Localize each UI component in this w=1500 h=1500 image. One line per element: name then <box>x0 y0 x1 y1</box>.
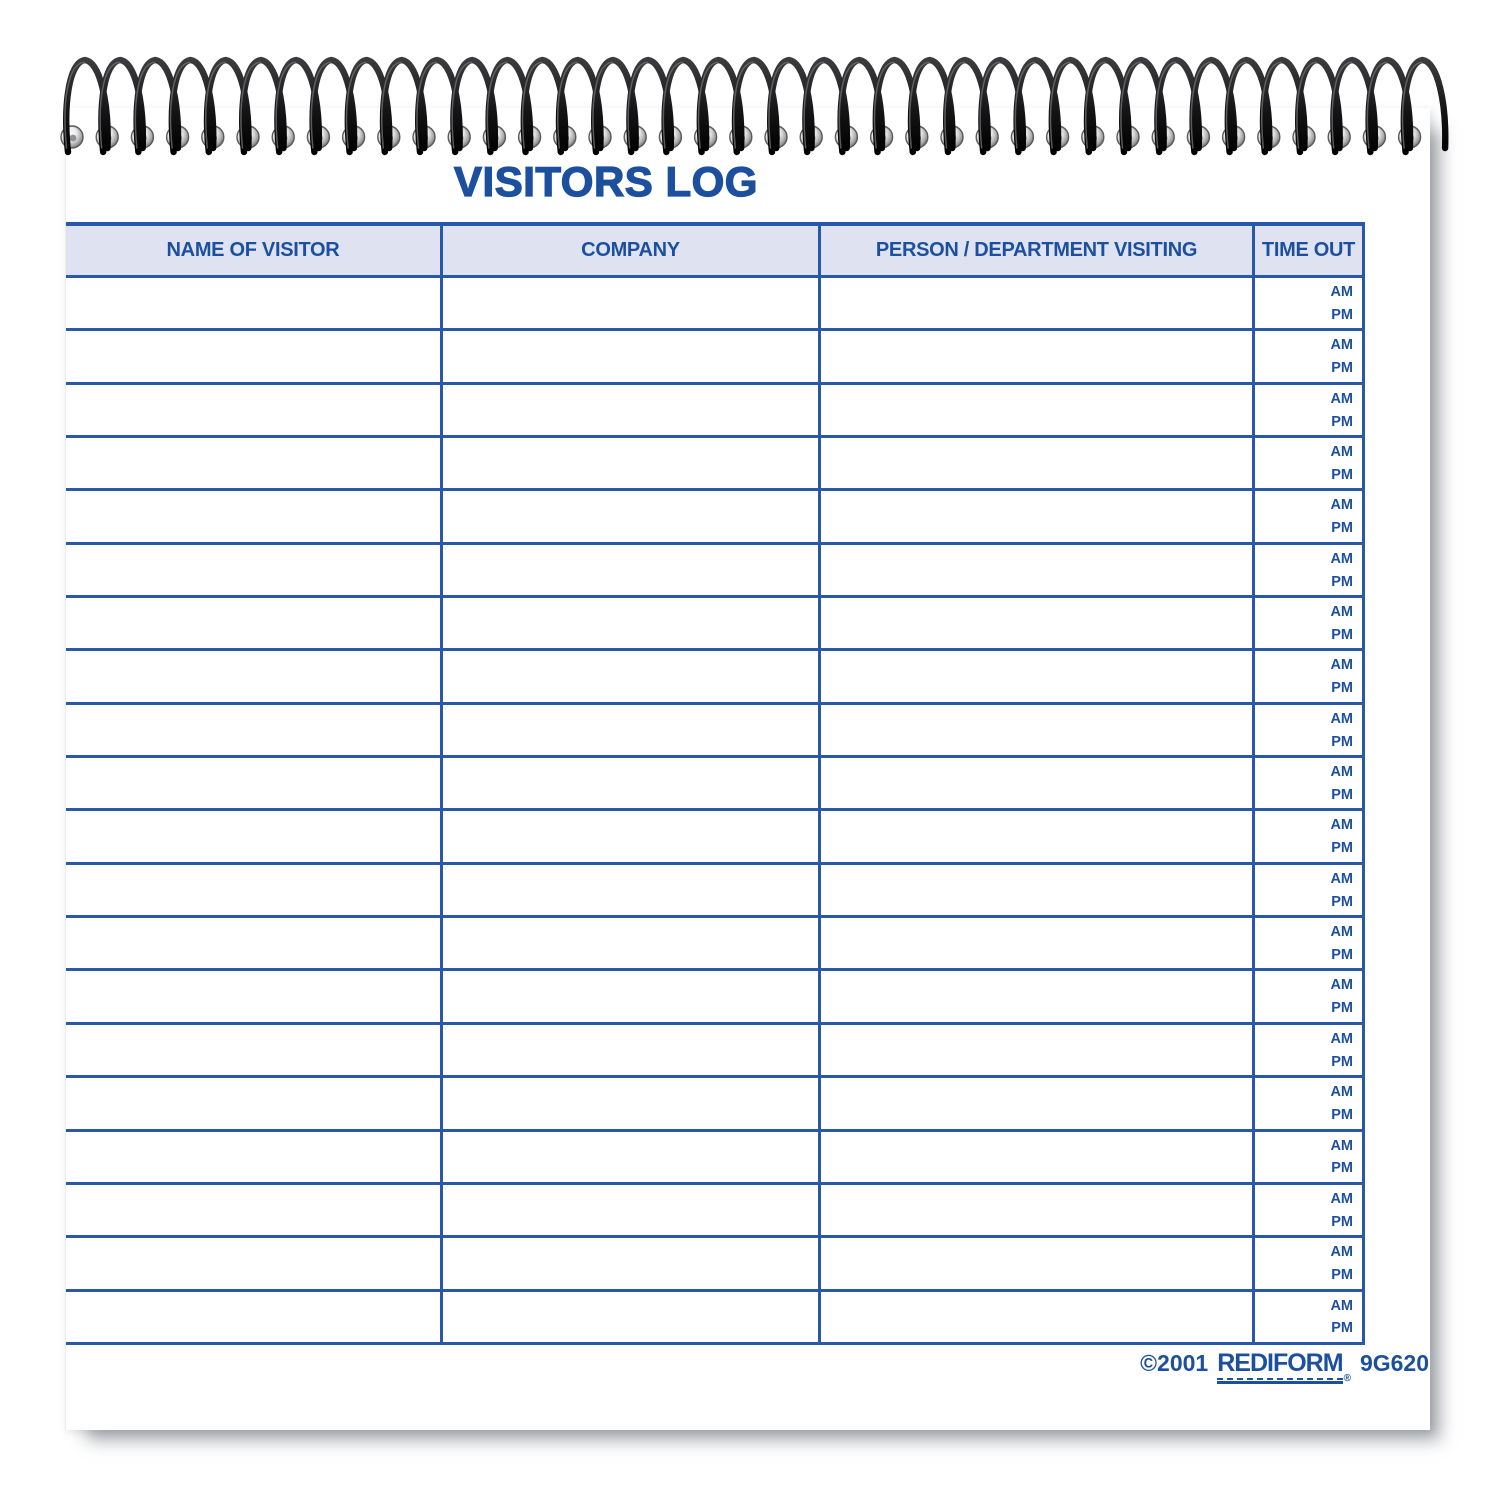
name-cell <box>66 331 443 381</box>
time-out-cell <box>1255 598 1365 648</box>
table-row <box>66 705 1365 758</box>
company-cell <box>443 1078 821 1128</box>
pm-label: PM <box>1331 1160 1353 1177</box>
person-cell <box>821 1132 1255 1182</box>
table-row <box>66 385 1365 438</box>
name-cell <box>66 1238 443 1288</box>
company-cell <box>443 1292 821 1342</box>
table-row <box>66 598 1365 651</box>
pm-label: PM <box>1331 1053 1353 1070</box>
pm-label: PM <box>1331 680 1353 697</box>
table-row <box>66 278 1365 331</box>
time-out-cell <box>1255 491 1365 541</box>
company-cell <box>443 705 821 755</box>
person-cell <box>821 971 1255 1021</box>
company-cell <box>443 1132 821 1182</box>
am-label: AM <box>1330 977 1353 994</box>
am-label: AM <box>1330 1244 1353 1261</box>
time-out-cell <box>1255 971 1365 1021</box>
name-cell <box>66 1025 443 1075</box>
company-cell <box>443 278 821 328</box>
name-cell <box>66 1292 443 1342</box>
name-cell <box>66 598 443 648</box>
name-cell <box>66 385 443 435</box>
table-row <box>66 491 1365 544</box>
copyright-text: ©2001 <box>1140 1350 1209 1376</box>
pm-label: PM <box>1331 893 1353 910</box>
person-cell <box>821 385 1255 435</box>
person-cell <box>821 1238 1255 1288</box>
table-row <box>66 1078 1365 1131</box>
time-out-cell <box>1255 651 1365 701</box>
name-cell <box>66 438 443 488</box>
time-out-cell <box>1255 705 1365 755</box>
company-cell <box>443 865 821 915</box>
table-row <box>66 971 1365 1024</box>
person-cell <box>821 438 1255 488</box>
company-cell <box>443 545 821 595</box>
pm-label: PM <box>1331 573 1353 590</box>
company-cell <box>443 1025 821 1075</box>
company-cell <box>443 491 821 541</box>
column-header-person-department-visiting: PERSON / DEPARTMENT VISITING <box>821 226 1255 275</box>
company-cell <box>443 385 821 435</box>
person-cell <box>821 331 1255 381</box>
column-header-time-out: TIME OUT <box>1255 226 1365 275</box>
person-cell <box>821 811 1255 861</box>
pm-label: PM <box>1331 1000 1353 1017</box>
am-label: AM <box>1330 1297 1353 1314</box>
am-label: AM <box>1330 924 1353 941</box>
time-out-cell <box>1255 758 1365 808</box>
name-cell <box>66 491 443 541</box>
company-cell <box>443 331 821 381</box>
am-label: AM <box>1330 550 1353 567</box>
time-out-cell <box>1255 865 1365 915</box>
form-number: 9G620 <box>1359 1350 1429 1376</box>
time-out-cell <box>1255 1025 1365 1075</box>
am-label: AM <box>1330 390 1353 407</box>
table-row <box>66 758 1365 811</box>
person-cell <box>821 918 1255 968</box>
time-out-cell <box>1255 278 1365 328</box>
person-cell <box>821 598 1255 648</box>
person-cell <box>821 545 1255 595</box>
person-cell <box>821 865 1255 915</box>
rediform-logo: REDIFORM <box>1217 1352 1342 1384</box>
name-cell <box>66 865 443 915</box>
table-row <box>66 1185 1365 1238</box>
column-header-company: COMPANY <box>443 226 821 275</box>
time-out-cell <box>1255 1132 1365 1182</box>
table-row <box>66 1292 1365 1345</box>
registered-trademark-symbol: ® <box>1343 1372 1351 1384</box>
pm-label: PM <box>1331 1213 1353 1230</box>
pm-label: PM <box>1331 733 1353 750</box>
am-label: AM <box>1330 497 1353 514</box>
pm-label: PM <box>1331 946 1353 963</box>
person-cell <box>821 1078 1255 1128</box>
page-title: VISITORS LOG <box>454 158 758 205</box>
person-cell <box>821 758 1255 808</box>
name-cell <box>66 278 443 328</box>
time-out-cell <box>1255 438 1365 488</box>
table-header-row <box>66 222 1365 278</box>
person-cell <box>821 651 1255 701</box>
am-label: AM <box>1330 817 1353 834</box>
pm-label: PM <box>1331 520 1353 537</box>
time-out-cell <box>1255 1292 1365 1342</box>
time-out-cell <box>1255 1238 1365 1288</box>
table-row <box>66 918 1365 971</box>
pm-label: PM <box>1331 840 1353 857</box>
name-cell <box>66 1132 443 1182</box>
pm-label: PM <box>1331 1267 1353 1284</box>
pm-label: PM <box>1331 626 1353 643</box>
name-cell <box>66 758 443 808</box>
am-label: AM <box>1330 657 1353 674</box>
person-cell <box>821 1025 1255 1075</box>
am-label: AM <box>1330 604 1353 621</box>
company-cell <box>443 811 821 861</box>
time-out-cell <box>1255 1078 1365 1128</box>
am-label: AM <box>1330 1030 1353 1047</box>
table-row <box>66 545 1365 598</box>
am-label: AM <box>1330 1190 1353 1207</box>
table-row <box>66 865 1365 918</box>
column-header-name-of-visitor: NAME OF VISITOR <box>66 226 443 275</box>
person-cell <box>821 1185 1255 1235</box>
company-cell <box>443 918 821 968</box>
am-label: AM <box>1330 337 1353 354</box>
visitors-table <box>66 222 1365 1345</box>
pm-label: PM <box>1331 786 1353 803</box>
time-out-cell <box>1255 811 1365 861</box>
person-cell <box>821 278 1255 328</box>
company-cell <box>443 438 821 488</box>
person-cell <box>821 705 1255 755</box>
table-row <box>66 651 1365 704</box>
table-row <box>66 331 1365 384</box>
name-cell <box>66 971 443 1021</box>
footer <box>1140 1350 1429 1384</box>
company-cell <box>443 651 821 701</box>
time-out-cell <box>1255 918 1365 968</box>
table-row <box>66 438 1365 491</box>
pm-label: PM <box>1331 360 1353 377</box>
pm-label: PM <box>1331 1107 1353 1123</box>
company-cell <box>443 1238 821 1288</box>
name-cell <box>66 705 443 755</box>
pm-label: PM <box>1331 413 1353 430</box>
time-out-cell <box>1255 331 1365 381</box>
pm-label: PM <box>1331 466 1353 483</box>
notebook-page <box>65 108 1430 1430</box>
am-label: AM <box>1330 1137 1353 1154</box>
name-cell <box>66 918 443 968</box>
pm-label: PM <box>1331 306 1353 323</box>
table-body <box>66 278 1365 1345</box>
table-row <box>66 1025 1365 1078</box>
spiral-binding <box>0 0 1500 175</box>
am-label: AM <box>1330 764 1353 781</box>
am-label: AM <box>1330 710 1353 727</box>
company-cell <box>443 971 821 1021</box>
name-cell <box>66 811 443 861</box>
table-row <box>66 1238 1365 1291</box>
am-label: AM <box>1330 1084 1353 1101</box>
am-label: AM <box>1330 444 1353 461</box>
person-cell <box>821 1292 1255 1342</box>
name-cell <box>66 651 443 701</box>
am-label: AM <box>1330 284 1353 300</box>
pm-label: PM <box>1331 1320 1353 1337</box>
time-out-cell <box>1255 385 1365 435</box>
table-row <box>66 811 1365 864</box>
company-cell <box>443 1185 821 1235</box>
time-out-cell <box>1255 545 1365 595</box>
table-row <box>66 1132 1365 1185</box>
company-cell <box>443 758 821 808</box>
am-label: AM <box>1330 870 1353 887</box>
person-cell <box>821 491 1255 541</box>
name-cell <box>66 1078 443 1128</box>
name-cell <box>66 545 443 595</box>
time-out-cell <box>1255 1185 1365 1235</box>
name-cell <box>66 1185 443 1235</box>
company-cell <box>443 598 821 648</box>
